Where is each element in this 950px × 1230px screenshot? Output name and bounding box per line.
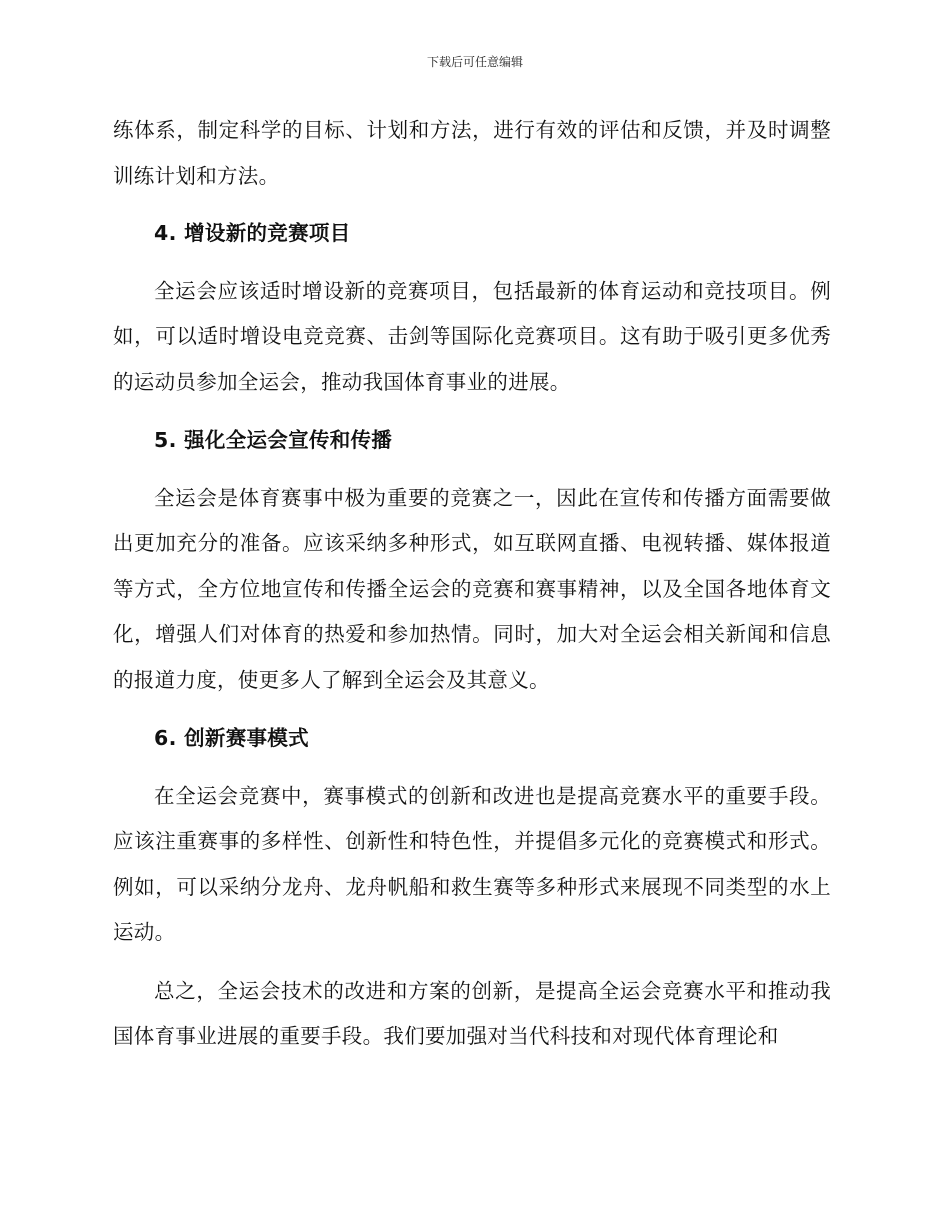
paragraph-section-4: 全运会应该适时增设新的竞赛项目，包括最新的体育运动和竞技项目。例如，可以适时增设电竞竞赛、击剑等国际化竞赛项目。这有助于吸引更多优秀的运动员参加全运会，推动我国体育事业的进展。	[113, 278, 831, 394]
paragraph-continued: 练体系，制定科学的目标、计划和方法，进行有效的评估和反馈，并及时调整训练计划和方法。	[113, 118, 831, 188]
section-heading-5: 5. 强化全运会宣传和传播	[154, 428, 393, 452]
paragraph-section-6: 在全运会竞赛中，赛事模式的创新和改进也是提高竞赛水平的重要手段。应该注重赛事的多样性、创新性和特色性，并提倡多元化的竞赛模式和形式。例如，可以采纳分龙舟、龙舟帆船和救生赛等多种形式来展现不同类型的水上运动。	[113, 783, 831, 944]
document-body	[113, 108, 831, 1060]
page-header-note: 下载后可任意编辑	[426, 55, 523, 69]
paragraph-section-5: 全运会是体育赛事中极为重要的竞赛之一，因此在宣传和传播方面需要做出更加充分的准备。应该采纳多种形式，如互联网直播、电视转播、媒体报道等方式，全方位地宣传和传播全运会的竞赛和赛事精神，以及全国各地体育文化，增强人们对体育的热爱和参加热情。同时，加大对全运会相关新闻和信息的报道力度，使更多人了解到全运会及其意义。	[113, 485, 831, 692]
section-heading-4: 4. 增设新的竞赛项目	[154, 221, 351, 245]
paragraph-conclusion: 总之，全运会技术的改进和方案的创新，是提高全运会竞赛水平和推动我国体育事业进展的重要手段。我们要加强对当代科技和对现代体育理论和	[113, 978, 831, 1048]
section-heading-6: 6. 创新赛事模式	[154, 726, 309, 750]
